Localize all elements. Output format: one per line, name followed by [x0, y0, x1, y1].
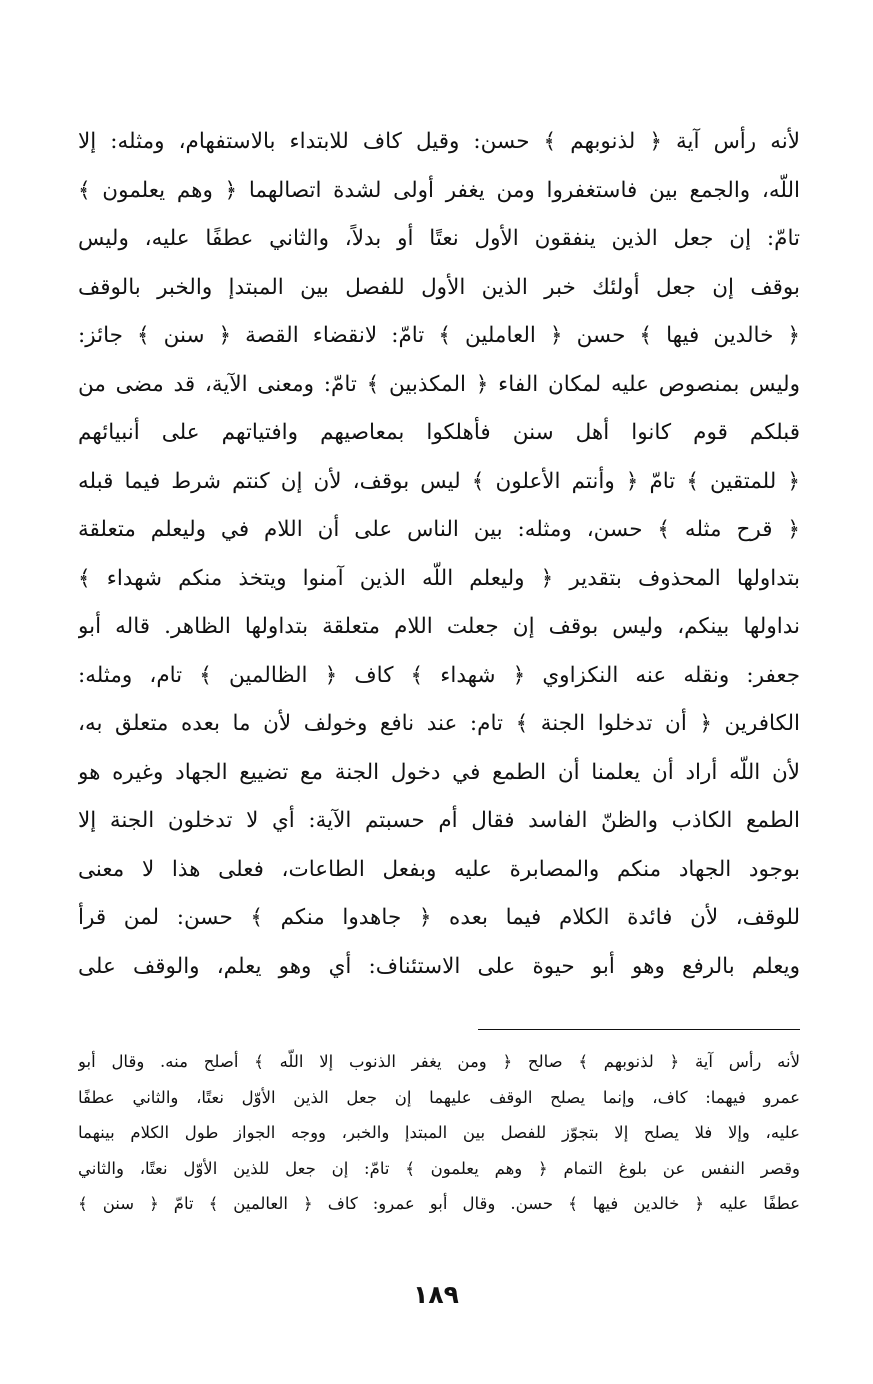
main-text-line: ويعلم بالرفع وهو أبو حيوة على الاستئناف: أي وهو يعلم، والوقف على	[78, 953, 800, 979]
footnote-line: لأنه رأس آية ﴿ لذنوبهم ﴾ صالح ﴿ ومن يغفر الذنوب إلا اللّه ﴾ أصلح منه. وقال أبو	[78, 1052, 800, 1071]
main-text-line: اللّه، والجمع بين فاستغفروا ومن يغفر أولى لشدة اتصالهما ﴿ وهم يعلمون ﴾	[78, 177, 800, 203]
footnote-line: عطفًا عليه ﴿ خالدين فيها ﴾ حسن. وقال أبو عمرو: كاف ﴿ العالمين ﴾ تامّ ﴿ سنن ﴾	[78, 1194, 800, 1213]
main-text-line: للوقف، لأن فائدة الكلام فيما بعده ﴿ جاهدوا منكم ﴾ حسن: لمن قرأ	[78, 905, 800, 930]
footnote-block	[78, 1044, 800, 1222]
main-text-line: نداولها بينكم، وليس بوقف إن جعلت اللام متعلقة بتداولها الظاهر. قاله أبو	[78, 614, 800, 639]
main-text-line: لأن اللّه أراد أن يعلمنا أن الطمع في دخول الجنة مع تضييع الجهاد وغيره هو	[78, 759, 800, 785]
main-text-line: بوجود الجهاد منكم والمصابرة عليه وبفعل الطاعات، فعلى هذا لا معنى	[78, 856, 800, 882]
page-number: ١٨٩	[413, 1280, 459, 1309]
footnote-line: وقصر النفس عن بلوغ التمام ﴿ وهم يعلمون ﴾ تامّ: إن جعل للذين الأوّل نعتًا، والثاني	[78, 1158, 800, 1178]
main-text-line: وليس بمنصوص عليه لمكان الفاء ﴿ المكذبين ﴾ تامّ: ومعنى الآية، قد مضى من	[78, 371, 800, 397]
main-text-line: الكافرين ﴿ أن تدخلوا الجنة ﴾ تام: عند نافع وخولف لأن ما بعده متعلق به،	[78, 711, 800, 736]
main-text-line: ﴿ للمتقين ﴾ تامّ ﴿ وأنتم الأعلون ﴾ ليس بوقف، لأن إن كنتم شرط فيما قبله	[78, 468, 800, 494]
main-text-block	[78, 118, 800, 991]
main-text-line: بوقف إن جعل أولئك خبر الذين الأول للفصل بين المبتدإ والخبر بالوقف	[78, 274, 800, 300]
footnote-line: عليه، وإلا فلا يصلح إلا بتجوّز للفصل بين المبتدإ والخبر، ووجه الجواز طول الكلام بينهما	[78, 1123, 800, 1142]
main-text-line: لأنه رأس آية ﴿ لذنوبهم ﴾ حسن: وقيل كاف للابتداء بالاستفهام، ومثله: إلا	[78, 129, 800, 154]
footnote-line: عمرو فيهما: كاف، وإنما يصلح الوقف عليهما إن جعل الذين الأوّل نعتًا، والثاني عطفًا	[78, 1087, 800, 1107]
footnote-separator	[478, 1029, 800, 1030]
main-text-line: الطمع الكاذب والظنّ الفاسد فقال أم حسبتم الآية: أي لا تدخلون الجنة إلا	[78, 808, 800, 833]
main-text-line: ﴿ خالدين فيها ﴾ حسن ﴿ العاملين ﴾ تامّ: لانقضاء القصة ﴿ سنن ﴾ جائز:	[78, 323, 800, 348]
main-text-line: تامّ: إن جعل الذين ينفقون الأول نعتًا أو بدلاً، والثاني عطفًا عليه، وليس	[78, 226, 800, 251]
main-text-line: ﴿ قرح مثله ﴾ حسن، ومثله: بين الناس على أن اللام في وليعلم متعلقة	[78, 517, 800, 542]
main-text-line: بتداولها المحذوف بتقدير ﴿ وليعلم اللّه الذين آمنوا ويتخذ منكم شهداء ﴾	[78, 565, 800, 591]
main-text-line: جعفر: ونقله عنه النكزاوي ﴿ شهداء ﴾ كاف ﴿ الظالمين ﴾ تام، ومثله:	[78, 662, 800, 688]
main-text-line: قبلكم قوم كانوا أهل سنن فأهلكوا بمعاصيهم وافتياتهم على أنبيائهم	[78, 420, 800, 445]
